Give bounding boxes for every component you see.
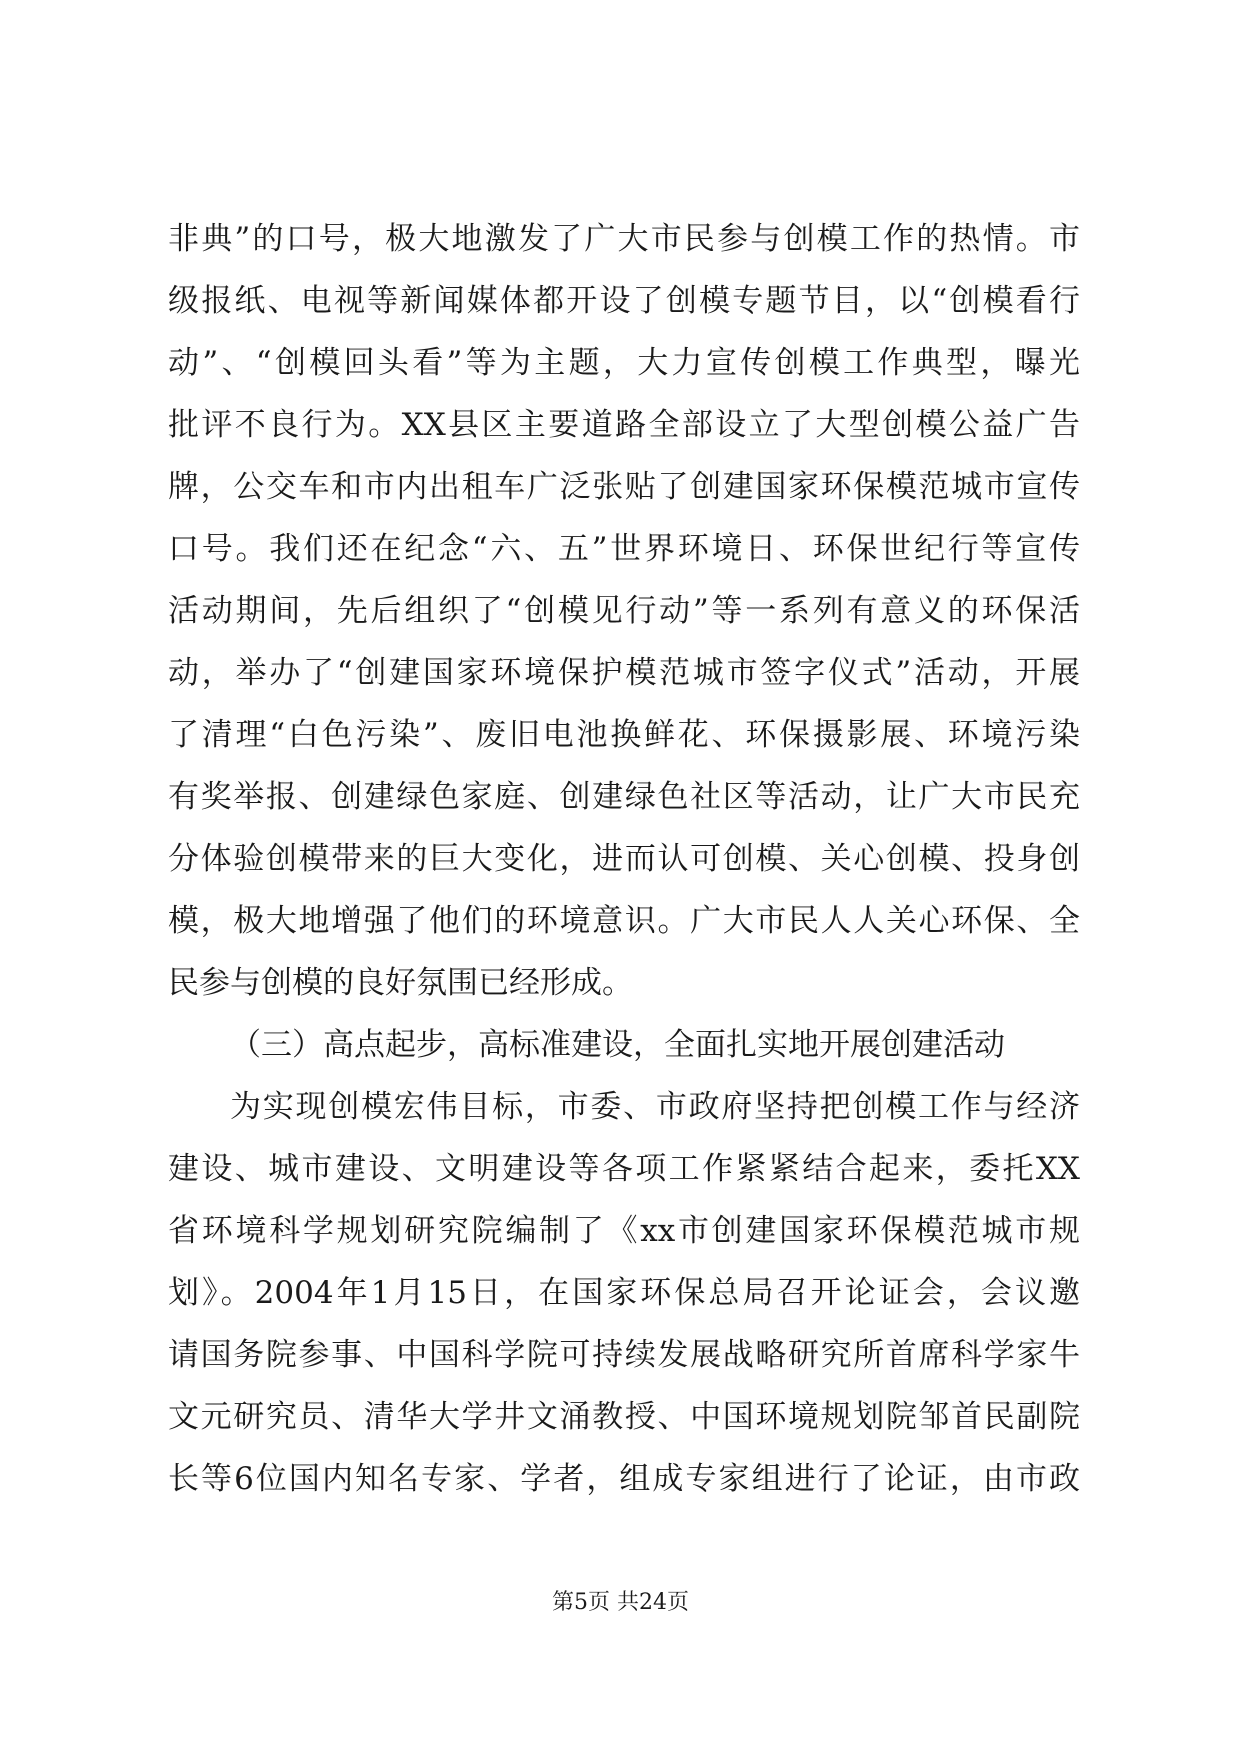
section-heading-text: （三）高点起步，高标准建设，全面扎实地开展创建活动 — [230, 1027, 1005, 1063]
text-line: 划》。2004年1月15日，在国家环保总局召开论证会，会议邀 — [168, 1275, 1080, 1311]
text-line: 动，举办了“创建国家环境保护模范城市签字仪式”活动，开展 — [168, 655, 1080, 691]
text-line: 口号。我们还在纪念“六、五”世界环境日、环保世纪行等宣传 — [168, 531, 1080, 567]
text-line: 批评不良行为。XX县区主要道路全部设立了大型创模公益广告 — [168, 407, 1080, 443]
text-line: 请国务院参事、中国科学院可持续发展战略研究所首席科学家牛 — [168, 1337, 1080, 1373]
text-line: 非典”的口号，极大地激发了广大市民参与创模工作的热情。市 — [168, 221, 1080, 257]
text-line: 建设、城市建设、文明建设等各项工作紧紧结合起来，委托XX — [168, 1151, 1080, 1187]
document-body — [168, 208, 1080, 1510]
text-line: 动”、“创模回头看”等为主题，大力宣传创模工作典型，曝光 — [168, 345, 1080, 381]
text-line: 牌，公交车和市内出租车广泛张贴了创建国家环保模范城市宣传 — [168, 469, 1080, 505]
text-line: 分体验创模带来的巨大变化，进而认可创模、关心创模、投身创 — [168, 841, 1080, 877]
text-line: 民参与创模的良好氛围已经形成。 — [168, 965, 633, 1001]
text-line: 有奖举报、创建绿色家庭、创建绿色社区等活动，让广大市民充 — [168, 779, 1080, 815]
paragraph — [168, 208, 1080, 1014]
text-line: 了清理“白色污染”、废旧电池换鲜花、环保摄影展、环境污染 — [168, 717, 1080, 753]
paragraph — [168, 1076, 1080, 1510]
page-number-footer: 第5页 共24页 — [552, 1590, 689, 1615]
text-line: 模，极大地增强了他们的环境意识。广大市民人人关心环保、全 — [168, 903, 1080, 939]
text-line: 为实现创模宏伟目标，市委、市政府坚持把创模工作与经济 — [230, 1089, 1080, 1125]
text-line: 活动期间，先后组织了“创模见行动”等一系列有意义的环保活 — [168, 593, 1080, 629]
text-line: 长等6位国内知名专家、学者，组成专家组进行了论证，由市政 — [168, 1461, 1080, 1497]
text-line: 级报纸、电视等新闻媒体都开设了创模专题节目，以“创模看行 — [168, 283, 1080, 319]
section-heading — [168, 1014, 1080, 1076]
text-line: 文元研究员、清华大学井文涌教授、中国环境规划院邹首民副院 — [168, 1399, 1080, 1435]
text-line: 省环境科学规划研究院编制了《xx市创建国家环保模范城市规 — [168, 1213, 1080, 1249]
